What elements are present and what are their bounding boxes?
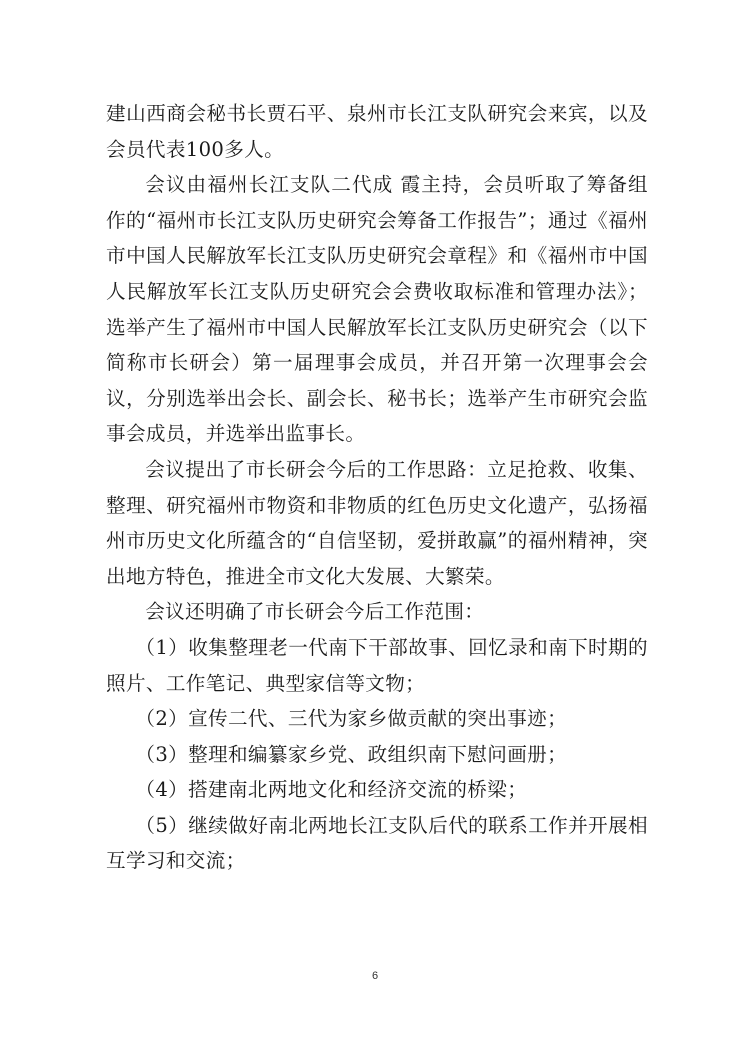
page-number: 6 [371,970,379,982]
list-item-3: （3）整理和编纂家乡党、政组织南下慰问画册； [135,742,568,766]
list-item-1: （1）收集整理老一代南下干部故事、回忆录和南下时期的照片、工作笔记、典型家信等文物； [106,635,648,695]
document-body [106,96,648,879]
paragraph-work-ideas: 会议提出了市长研会今后的工作思路：立足抢救、收集、整理、研究福州市物资和非物质的红色历史文化遗产，弘扬福州市历史文化所蕴含的“自信坚韧，爱拼敢赢”的福州精神，突出地方特色，推进全市文化大发展、大繁荣。 [106,457,648,588]
list-item-2: （2）宣传二代、三代为家乡做贡献的突出事迹； [135,707,568,731]
paragraph-meeting-host: 会议由福州长江支队二代成 霞主持，会员听取了筹备组作的“福州市长江支队历史研究会筹备工作报告”；通过《福州市中国人民解放军长江支队历史研究会章程》和《福州市中国人民解放军长江支队历史研究会会费收取标准和管理办法》；选举产生了福州市中国人民解放军长江支队历史研究会（以下简称市长研会）第一届理事会成员，并召开第一次理事会会议，分别选举出会长、副会长、秘书长；选举产生市研究会监事会成员，并选举出监事长。 [106,173,648,446]
paragraph-work-scope-intro: 会议还明确了市长研会今后工作范围： [145,600,485,624]
list-item-4: （4）搭建南北两地文化和经济交流的桥梁； [135,778,528,802]
paragraph-continuation: 建山西商会秘书长贾石平、泉州市长江支队研究会来宾，以及会员代表100多人。 [106,102,648,161]
list-item-5: （5）继续做好南北两地长江支队后代的联系工作并开展相互学习和交流； [106,813,648,873]
